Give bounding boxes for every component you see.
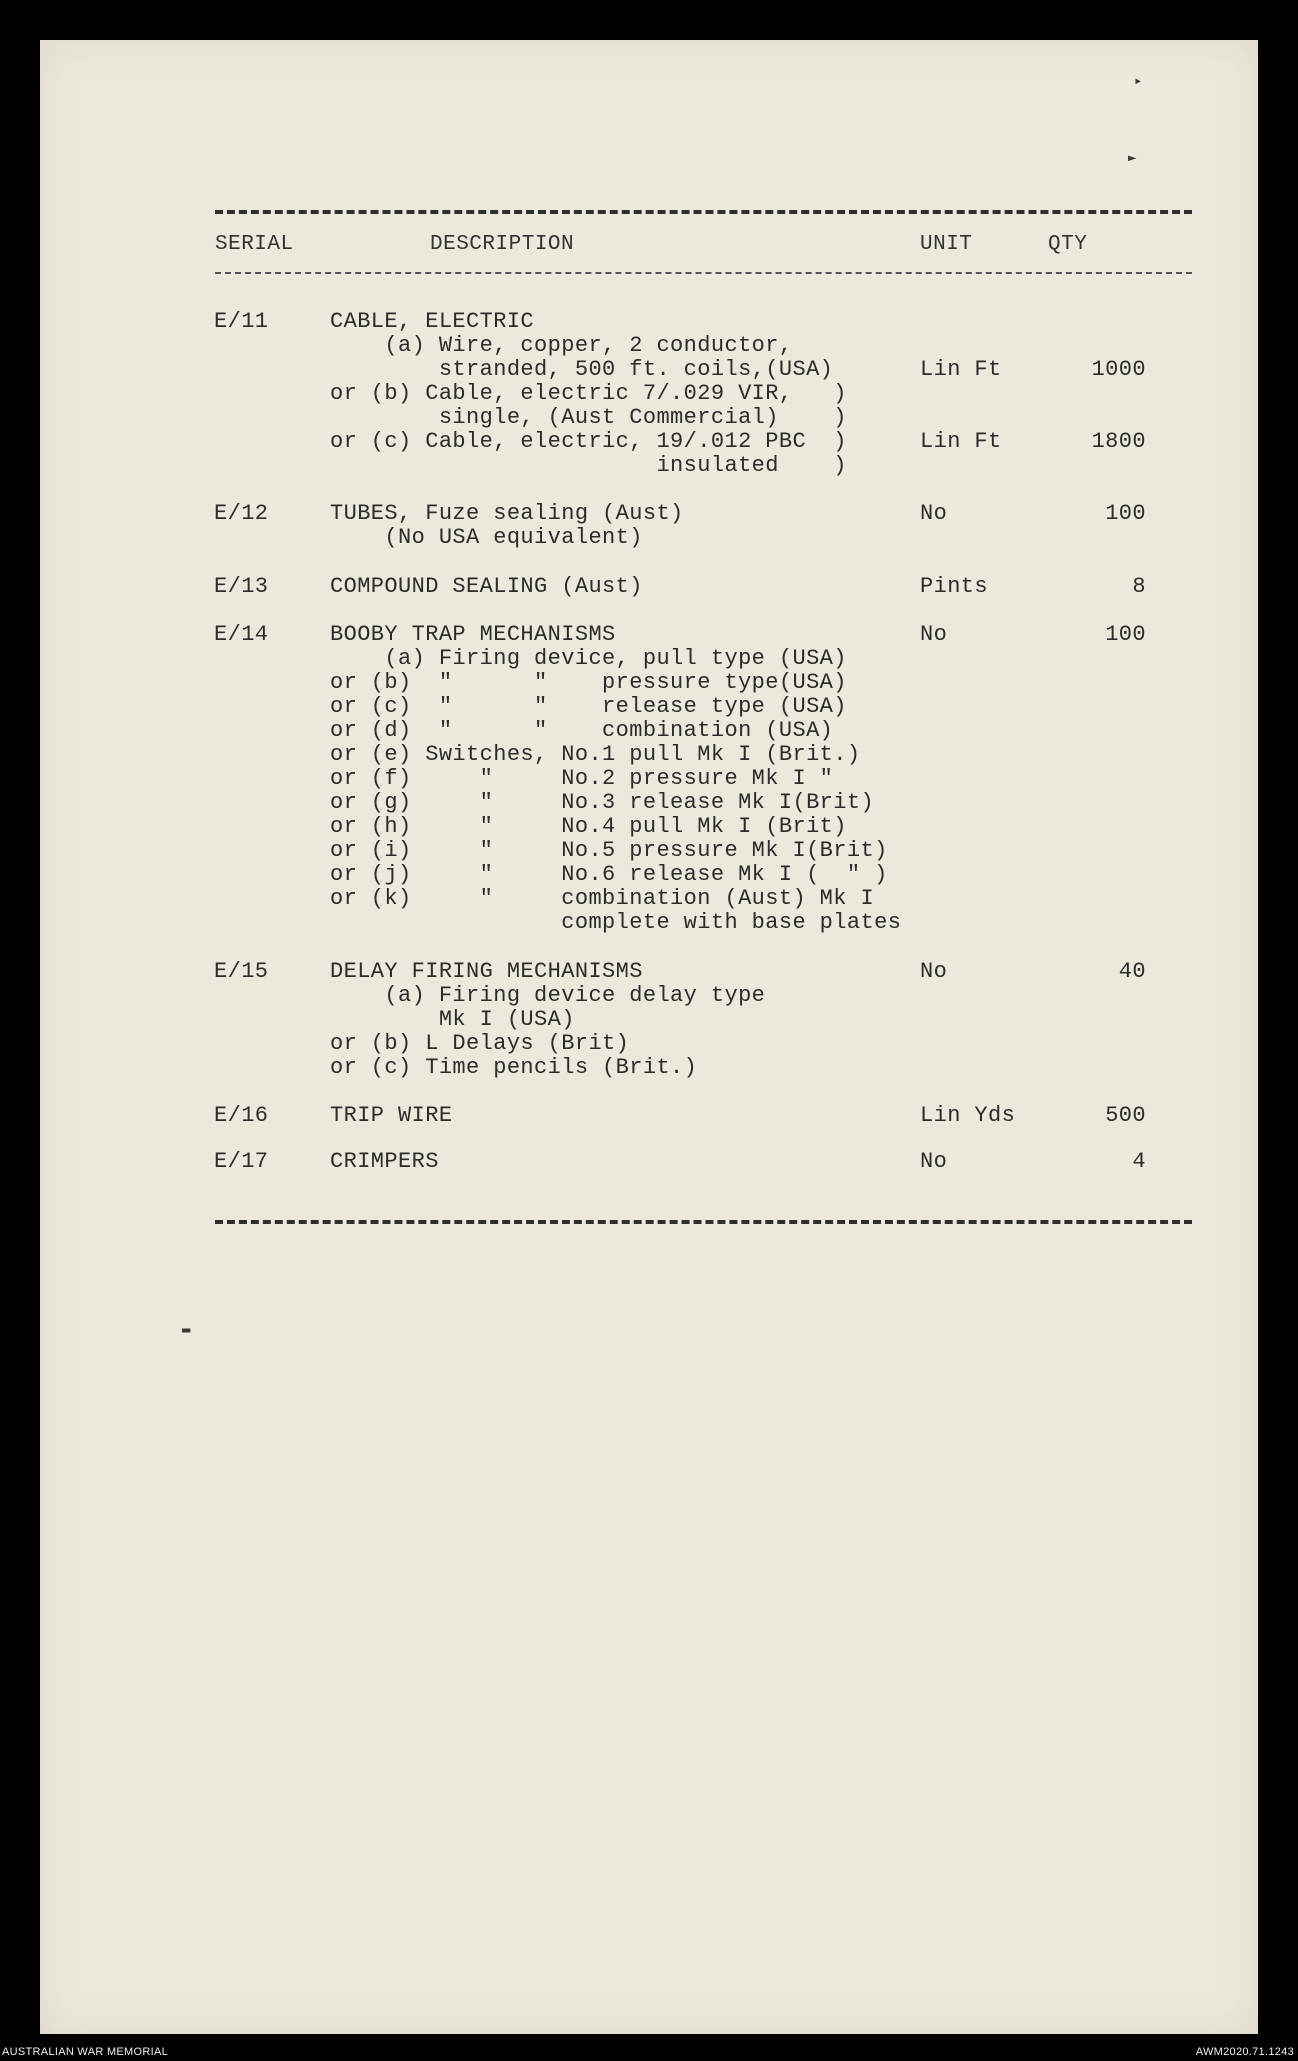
qty-e12: 100 bbox=[1105, 501, 1146, 526]
qty-e14: 100 bbox=[1105, 622, 1146, 647]
description-e16: TRIP WIRE bbox=[330, 1103, 453, 1128]
description-e14: BOOBY TRAP MECHANISMS (a) Firing device, pull type (USA) or (b) " " pressure type(USA) or (c) " " release type (USA) or (d) " " combination (USA) or (e) Switches, No.1 pull Mk I (Brit.) or (f) " No.2 pressure Mk I " or (g) " No.3 release Mk I(Brit) or (h) " No.4 pull Mk I (Brit) or (i) " No.5 pressure Mk I(Brit) or (j) " No.6 release Mk I ( " ) or (k) " combination (Aust) Mk I complete with base plates bbox=[330, 622, 902, 935]
qty-e11-a: 1000 bbox=[1091, 357, 1146, 382]
unit-e11-a: Lin Ft bbox=[920, 357, 1002, 382]
qty-e15: 40 bbox=[1118, 959, 1146, 984]
header-description: DESCRIPTION bbox=[430, 233, 575, 256]
archive-credit: AUSTRALIAN WAR MEMORIAL bbox=[2, 2046, 169, 2058]
header-qty: QTY bbox=[1048, 233, 1088, 256]
header-serial: SERIAL bbox=[215, 233, 294, 256]
header-rule bbox=[215, 272, 1192, 274]
document-sheet bbox=[40, 40, 1258, 2034]
archive-accession-number: AWM2020.71.1243 bbox=[1195, 2046, 1294, 2058]
qty-e16: 500 bbox=[1105, 1103, 1146, 1128]
bottom-rule bbox=[215, 1220, 1192, 1224]
stray-mark-arrow: ► bbox=[1128, 150, 1137, 166]
description-e15: DELAY FIRING MECHANISMS (a) Firing device delay type Mk I (USA) or (b) L Delays (Brit) or (c) Time pencils (Brit.) bbox=[330, 959, 766, 1080]
qty-e17: 4 bbox=[1132, 1149, 1146, 1174]
serial-e12: E/12 bbox=[214, 501, 269, 526]
description-e13: COMPOUND SEALING (Aust) bbox=[330, 574, 643, 599]
unit-e15: No bbox=[920, 959, 948, 984]
serial-e17: E/17 bbox=[214, 1149, 269, 1174]
serial-e11: E/11 bbox=[214, 309, 269, 334]
description-e11: CABLE, ELECTRIC (a) Wire, copper, 2 conductor, stranded, 500 ft. coils,(USA) or (b) Cable, electric 7/.029 VIR, ) single, (Aust Commercial) ) or (c) Cable, electric, 19/.012 PBC ) insulated ) bbox=[330, 309, 847, 478]
qty-e13: 8 bbox=[1132, 574, 1146, 599]
stray-mark-top-right: ▸ bbox=[1134, 73, 1143, 89]
unit-e16: Lin Yds bbox=[920, 1103, 1016, 1128]
stray-mark-dash: ▬ bbox=[182, 1322, 191, 1338]
header-unit: UNIT bbox=[920, 233, 973, 256]
top-rule bbox=[215, 210, 1192, 214]
serial-e14: E/14 bbox=[214, 622, 269, 647]
unit-e11-b: Lin Ft bbox=[920, 429, 1002, 454]
unit-e12: No bbox=[920, 501, 948, 526]
unit-e17: No bbox=[920, 1149, 948, 1174]
description-e12: TUBES, Fuze sealing (Aust) (No USA equivalent) bbox=[330, 501, 684, 550]
description-e17: CRIMPERS bbox=[330, 1149, 439, 1174]
unit-e13: Pints bbox=[920, 574, 989, 599]
serial-e15: E/15 bbox=[214, 959, 269, 984]
serial-e16: E/16 bbox=[214, 1103, 269, 1128]
serial-e13: E/13 bbox=[214, 574, 269, 599]
qty-e11-b: 1800 bbox=[1091, 429, 1146, 454]
unit-e14: No bbox=[920, 622, 948, 647]
